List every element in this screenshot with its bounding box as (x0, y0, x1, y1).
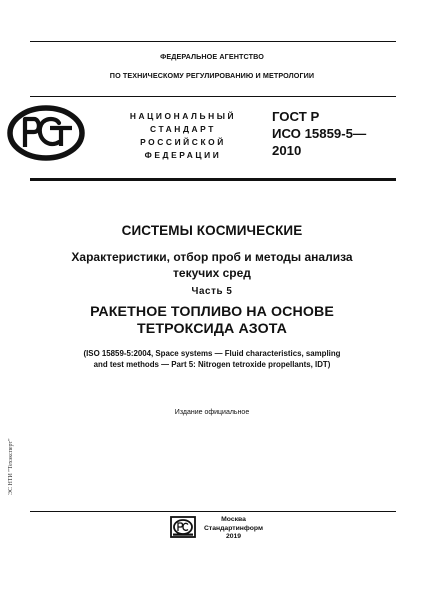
document-title: СИСТЕМЫ КОСМИЧЕСКИЕ (121, 223, 303, 238)
gost-line-3: 2010 (272, 143, 302, 158)
subtitle-line-2: текучих сред (173, 266, 251, 280)
standartinform-logo-icon (170, 516, 196, 538)
top-rule (30, 41, 396, 42)
gost-line-1: ГОСТ Р (272, 109, 320, 124)
agency-line-1: ФЕДЕРАЛЬНОЕ АГЕНТСТВО (160, 52, 264, 61)
part-title-line-1: РАКЕТНОЕ ТОПЛИВО НА ОСНОВЕ (90, 304, 334, 320)
part-number: Часть 5 (191, 286, 233, 297)
iso-reference (30, 348, 394, 370)
imprint-publisher: Стандартинформ (204, 524, 263, 532)
agency-line-2: ПО ТЕХНИЧЕСКОМУ РЕГУЛИРОВАНИЮ И МЕТРОЛОГИИ (109, 71, 315, 80)
national-standard-line-2: СТАНДАРТ (150, 124, 216, 134)
national-standard-line-4: ФЕДЕРАЦИИ (144, 150, 222, 160)
gost-line-2: ИСО 15859-5— (272, 126, 367, 141)
document-subtitle (20, 249, 404, 281)
edition-label: Издание официальное (174, 409, 250, 416)
gost-designation (272, 108, 366, 159)
national-standard-label (108, 110, 258, 162)
header-rule (30, 96, 396, 97)
rst-logo-icon (6, 104, 86, 162)
part-title (20, 304, 404, 338)
bottom-rule (30, 511, 396, 512)
part-title-line-2: ТЕТРОКСИДА АЗОТА (137, 321, 287, 337)
imprint (204, 516, 263, 542)
imprint-city: Москва (221, 516, 246, 523)
subtitle-line-1: Характеристики, отбор проб и методы анализа (71, 250, 353, 264)
imprint-year: 2019 (225, 533, 242, 541)
standard-block-rule (30, 178, 396, 181)
national-standard-line-1: НАЦИОНАЛЬНЫЙ (129, 111, 237, 121)
national-standard-line-3: РОССИЙСКОЙ (140, 137, 226, 147)
watermark-text: ЭС НТИ "Техэксперт" (8, 438, 14, 495)
iso-reference-line-2: and test methods — Part 5: Nitrogen tetroxide propellants, IDT) (93, 360, 331, 369)
iso-reference-line-1: (ISO 15859-5:2004, Space systems — Fluid characteristics, sampling (83, 349, 341, 358)
